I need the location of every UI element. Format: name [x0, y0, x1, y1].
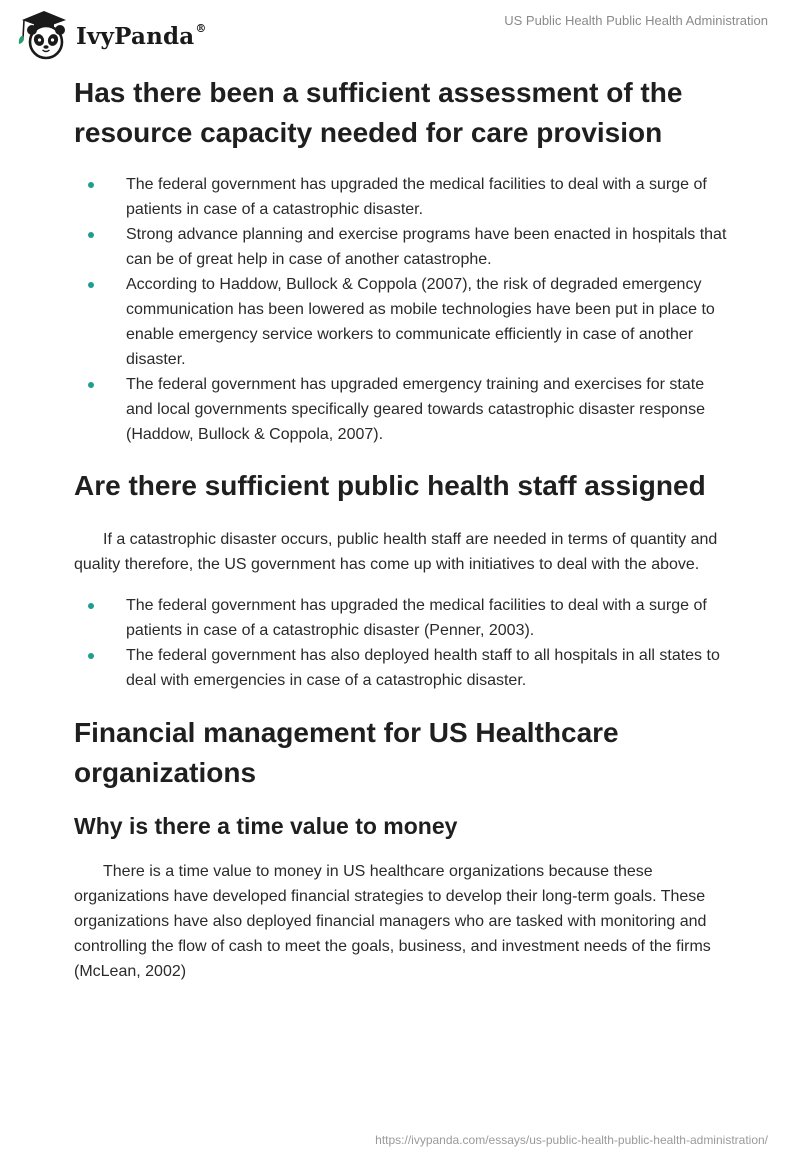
list-item — [74, 272, 734, 372]
brand-name — [76, 22, 207, 50]
list-item-text: The federal government has also deployed health staff to all hospitals in all states to deal with emergencies in case of a catastrophic disaster. — [126, 647, 720, 689]
list-item-text: The federal government has upgraded emergency training and exercises for state and local governments specifically geared towards catastrophic disaster response (Haddow, Bullock & Coppola, 2007). — [126, 376, 705, 443]
list-item — [74, 222, 734, 272]
panda-graduate-icon — [14, 6, 74, 64]
resource-capacity-list — [74, 172, 734, 447]
list-item — [74, 593, 734, 643]
section-heading-public-health-staff: Are there sufficient public health staff assigned — [74, 470, 706, 501]
list-item-text: The federal government has upgraded the medical facilities to deal with a surge of patients in case of a catastrophic disaster (Penner, 2003). — [126, 597, 707, 639]
brand-logo[interactable] — [14, 6, 207, 64]
bullet-icon — [88, 603, 94, 609]
bullet-icon — [88, 382, 94, 388]
bullet-icon — [88, 282, 94, 288]
article-content — [74, 70, 734, 984]
section-heading-resource-capacity: Has there been a sufficient assessment of the resource capacity needed for care provision — [74, 77, 683, 148]
document-title: US Public Health Public Health Administration — [504, 13, 768, 28]
public-health-staff-paragraph: If a catastrophic disaster occurs, public health staff are needed in terms of quantity and quality therefore, the US government has come up with initiatives to deal with the above. — [74, 531, 718, 573]
source-url[interactable]: https://ivypanda.com/essays/us-public-health-public-health-administration/ — [375, 1133, 768, 1147]
time-value-paragraph: There is a time value to money in US healthcare organizations because these organizations have developed financial strategies to develop their long-term goals. These organizations have also deployed financial managers who are tasked with monitoring and controlling the flow of cash to meet the goals, business, and investment needs of the firms (McLean, 2002) — [74, 863, 711, 980]
trademark-symbol: ® — [195, 22, 207, 35]
list-item-text: Strong advance planning and exercise programs have been enacted in hospitals that can be of great help in case of another catastrophe. — [126, 226, 727, 268]
list-item — [74, 172, 734, 222]
bullet-icon — [88, 653, 94, 659]
bullet-icon — [88, 232, 94, 238]
section-heading-financial-management: Financial management for US Healthcare organizations — [74, 717, 619, 788]
brand-name-text: IvyPanda — [76, 23, 195, 50]
list-item — [74, 643, 734, 693]
list-item-text: According to Haddow, Bullock & Coppola (2007), the risk of degraded emergency communication has been lowered as mobile technologies have been put in place to enable emergency service workers to communicate efficiently in case of another disaster. — [126, 276, 715, 368]
list-item-text: The federal government has upgraded the medical facilities to deal with a surge of patients in case of a catastrophic disaster. — [126, 176, 707, 218]
bullet-icon — [88, 182, 94, 188]
subheading-time-value-of-money: Why is there a time value to money — [74, 813, 458, 839]
public-health-staff-list — [74, 593, 734, 693]
list-item — [74, 372, 734, 447]
page-header — [0, 0, 800, 70]
